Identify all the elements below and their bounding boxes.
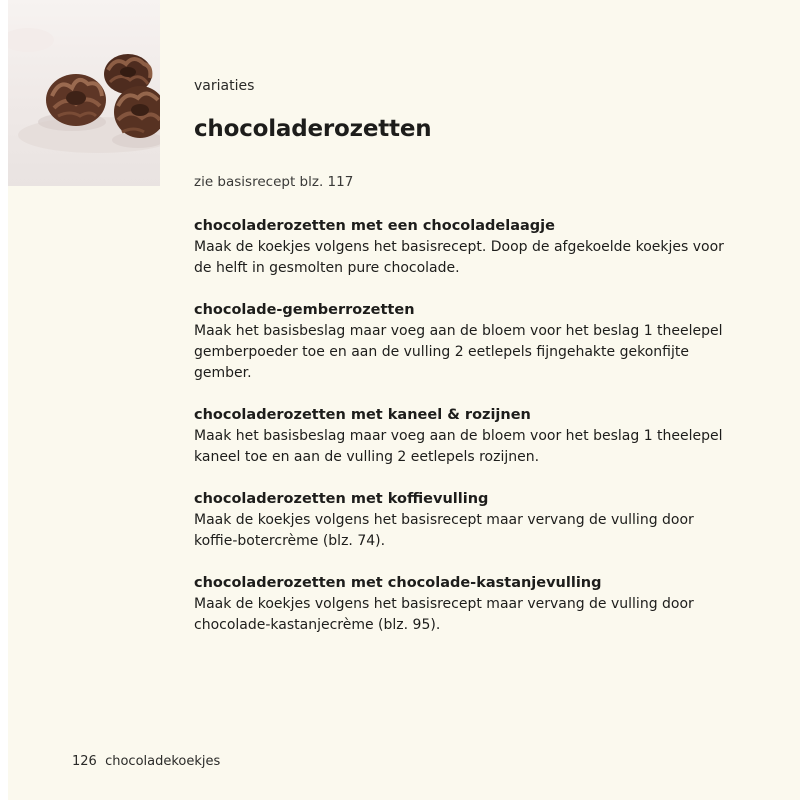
page-number: 126 bbox=[72, 754, 97, 769]
variation-text: Maak de koekjes volgens het basisrecept maar vervang de vulling door chocolade-kastanjecrème (blz. 95). bbox=[194, 596, 694, 633]
variation-text: Maak het basisbeslag maar voeg aan de bloem voor het beslag 1 theelepel kaneel toe en aan de vulling 2 eetlepels rozijnen. bbox=[194, 428, 723, 465]
variation-item bbox=[194, 489, 754, 552]
variation-item bbox=[194, 405, 754, 468]
variation-text: Maak de koekjes volgens het basisrecept. Doop de afgekoelde koekjes voor de helft in gesmolten pure chocolade. bbox=[194, 239, 724, 276]
section-label: variaties bbox=[194, 78, 255, 94]
variation-title: chocoladerozetten met een chocoladelaagje bbox=[194, 218, 555, 234]
chocolate-rosette-cookies-icon bbox=[8, 0, 160, 186]
variation-item bbox=[194, 216, 754, 279]
variation-item bbox=[194, 573, 754, 636]
variation-title: chocoladerozetten met chocolade-kastanjevulling bbox=[194, 575, 602, 591]
page-edge bbox=[0, 0, 8, 800]
recipe-reference: zie basisrecept blz. 117 bbox=[194, 174, 354, 190]
page-footer bbox=[72, 754, 220, 769]
variation-item bbox=[194, 300, 754, 384]
chapter-name: chocoladekoekjes bbox=[105, 754, 221, 769]
variation-title: chocoladerozetten met kaneel & rozijnen bbox=[194, 407, 531, 423]
page-title: chocoladerozetten bbox=[194, 116, 432, 142]
variation-title: chocolade-gemberrozetten bbox=[194, 302, 415, 318]
variations-list bbox=[194, 216, 754, 657]
variation-text: Maak het basisbeslag maar voeg aan de bloem voor het beslag 1 theelepel gemberpoeder toe en aan de vulling 2 eetlepels fijngehakte gekonfijte gember. bbox=[194, 323, 723, 381]
variation-text: Maak de koekjes volgens het basisrecept maar vervang de vulling door koffie-botercrème (blz. 74). bbox=[194, 512, 694, 549]
variation-title: chocoladerozetten met koffievulling bbox=[194, 491, 489, 507]
cookie-photo bbox=[8, 0, 160, 186]
